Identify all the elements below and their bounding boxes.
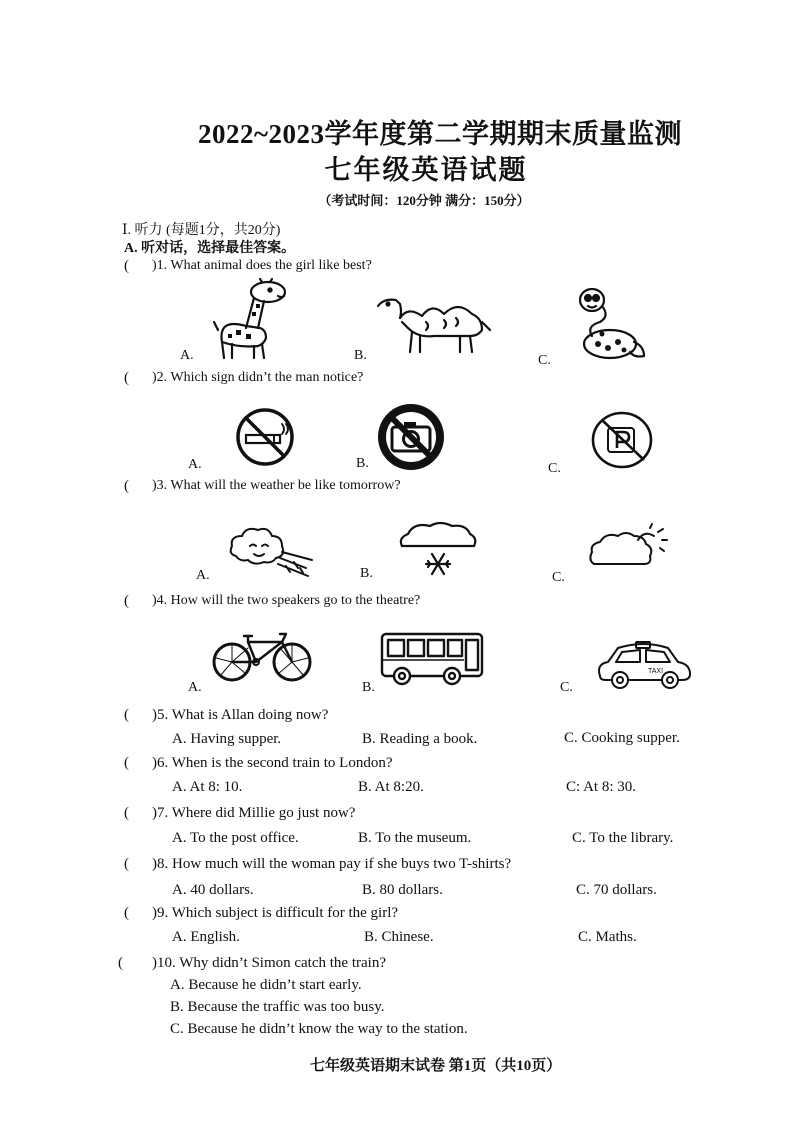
exam-subtitle: 七年级英语试题 bbox=[324, 155, 528, 185]
option-label-c: C. bbox=[538, 353, 551, 368]
question-stem: )6. When is the second train to London? bbox=[152, 755, 393, 771]
option-b: B. 80 dollars. bbox=[362, 882, 443, 898]
question-stem: )3. What will the weather be like tomorrow? bbox=[152, 478, 401, 493]
answer-paren: ( bbox=[124, 258, 129, 274]
question-stem: )5. What is Allan doing now? bbox=[152, 707, 329, 723]
answer-paren: ( bbox=[124, 593, 129, 609]
no-parking-icon bbox=[590, 410, 654, 470]
option-c: C. Because he didn’t know the way to the station. bbox=[170, 1021, 468, 1037]
taxi-label: TAXI bbox=[648, 668, 664, 675]
answer-paren: ( bbox=[124, 755, 129, 771]
option-label-a: A. bbox=[188, 680, 202, 695]
question-stem: )1. What animal does the girl like best? bbox=[152, 258, 372, 273]
question-stem: )4. How will the two speakers go to the theatre? bbox=[152, 593, 421, 608]
option-a: A. At 8: 10. bbox=[172, 779, 243, 795]
option-label-a: A. bbox=[188, 457, 202, 472]
option-label-a: A. bbox=[180, 348, 194, 363]
option-b: B. To the museum. bbox=[358, 830, 472, 846]
option-c: C. Cooking supper. bbox=[564, 730, 680, 746]
giraffe-icon bbox=[212, 278, 292, 360]
no-photography-icon bbox=[376, 402, 446, 472]
option-b: B. Chinese. bbox=[364, 929, 434, 945]
windy-icon bbox=[224, 522, 316, 580]
bicycle-icon bbox=[212, 630, 314, 682]
option-label-b: B. bbox=[362, 680, 375, 695]
option-c: C. Maths. bbox=[578, 929, 637, 945]
part-a-instruction: A. 听对话，选择最佳答案。 bbox=[124, 241, 296, 256]
option-a: A. English. bbox=[172, 929, 240, 945]
option-b: B. At 8:20. bbox=[358, 779, 424, 795]
taxi-icon bbox=[594, 640, 694, 692]
option-label-b: B. bbox=[354, 348, 367, 363]
question-stem: )10. Why didn’t Simon catch the train? bbox=[152, 955, 386, 971]
option-a: A. Having supper. bbox=[172, 731, 282, 747]
option-label-c: C. bbox=[560, 680, 573, 695]
option-label-a: A. bbox=[196, 568, 210, 583]
no-smoking-icon bbox=[234, 406, 296, 468]
answer-paren: ( bbox=[124, 805, 129, 821]
answer-paren: ( bbox=[124, 478, 129, 494]
cloudy-sun-icon bbox=[588, 524, 668, 572]
question-stem: )7. Where did Millie go just now? bbox=[152, 805, 356, 821]
option-b: B. Because the traffic was too busy. bbox=[170, 999, 385, 1015]
exam-info: （考试时间：120分钟 满分：150分） bbox=[318, 193, 530, 208]
option-label-b: B. bbox=[360, 566, 373, 581]
option-c: C. To the library. bbox=[572, 830, 674, 846]
answer-paren: ( bbox=[124, 905, 129, 921]
option-b: B. Reading a book. bbox=[362, 731, 478, 747]
exam-title: 2022~2023学年度第二学期期末质量监测 bbox=[197, 119, 683, 149]
option-a: A. 40 dollars. bbox=[172, 882, 254, 898]
option-c: C: At 8: 30. bbox=[566, 779, 637, 795]
question-stem: )9. Which subject is difficult for the girl? bbox=[152, 905, 399, 921]
answer-paren: ( bbox=[124, 707, 129, 723]
option-label-c: C. bbox=[552, 570, 565, 585]
bus-icon bbox=[380, 630, 488, 688]
page-footer: 七年级英语期末试卷 第1页（共10页） bbox=[310, 1058, 562, 1074]
answer-paren: ( bbox=[124, 856, 129, 872]
camel-icon bbox=[374, 292, 494, 354]
snowy-icon bbox=[396, 520, 478, 580]
answer-paren: ( bbox=[118, 955, 123, 971]
option-a: A. To the post office. bbox=[172, 830, 299, 846]
option-c: C. 70 dollars. bbox=[576, 882, 657, 898]
question-stem: )8. How much will the woman pay if she buys two T-shirts? bbox=[152, 856, 512, 872]
question-stem: )2. Which sign didn’t the man notice? bbox=[152, 370, 364, 385]
option-label-c: C. bbox=[548, 461, 561, 476]
option-label-b: B. bbox=[356, 456, 369, 471]
snake-icon bbox=[574, 286, 650, 362]
answer-paren: ( bbox=[124, 370, 129, 386]
option-a: A. Because he didn’t start early. bbox=[170, 977, 362, 993]
section-title: Ⅰ. 听力 (每题1分，共20分) bbox=[122, 223, 281, 238]
